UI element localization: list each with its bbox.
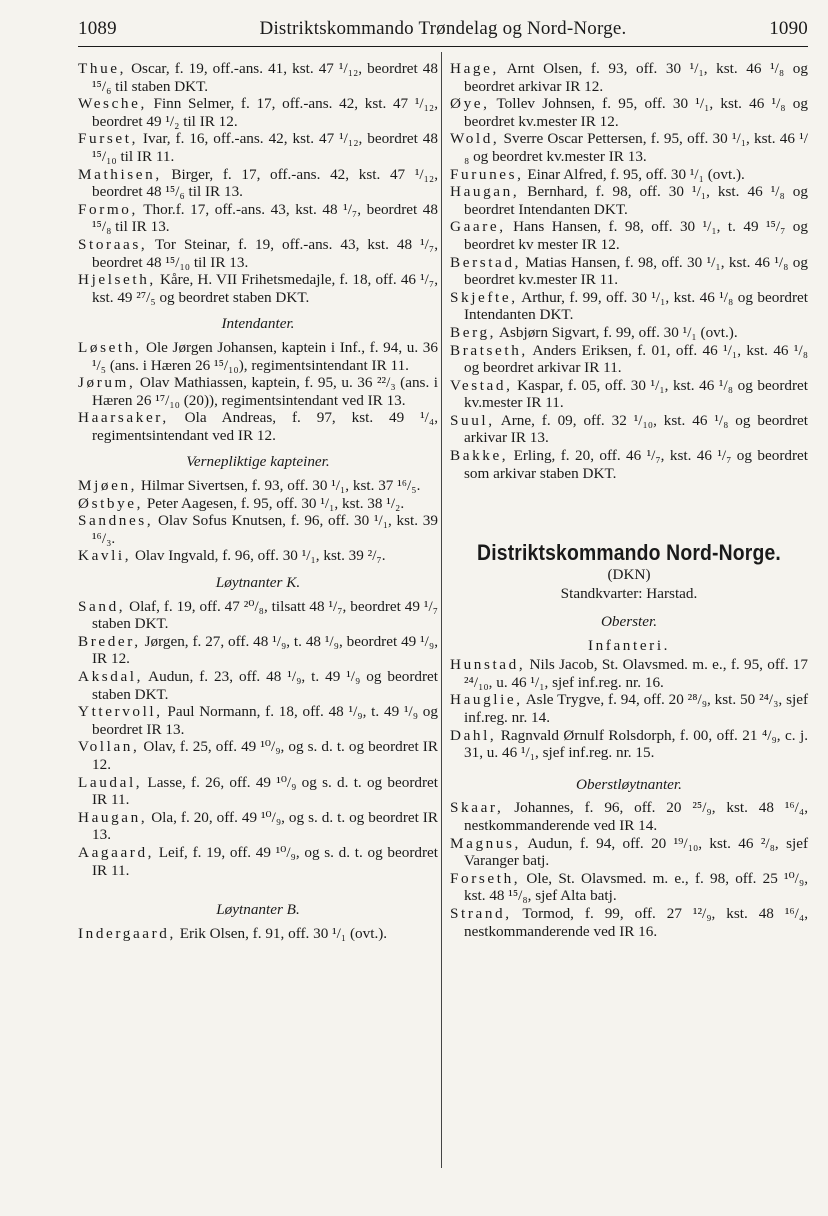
entry-details: Erling, f. 20, off. 46 ¹/₇, kst. 46 ¹/₇ og beordret som arkivar staben DKT. xyxy=(464,447,808,482)
personnel-entry xyxy=(450,166,808,184)
personnel-entry xyxy=(450,835,808,870)
personnel-entry xyxy=(78,703,438,738)
entry-surname: Breder, xyxy=(78,632,141,650)
entry-surname: Jørum, xyxy=(78,374,136,392)
entry-details: Olav, f. 25, off. 49 ¹⁰/₉, og s. d. t. og beordret IR 12. xyxy=(92,738,438,773)
entry-details: Anders Eriksen, f. 01, off. 46 ¹/₁, kst. 46 ¹/₈ og beordret arkivar IR 11. xyxy=(464,341,808,377)
entry-surname: Skjefte, xyxy=(450,288,518,306)
entry-surname: Vestad, xyxy=(450,376,513,394)
entry-list xyxy=(450,799,808,940)
entry-surname: Haugan, xyxy=(78,808,148,826)
section-heading-loytnanter-b: Løytnanter B. xyxy=(216,901,300,919)
personnel-entry xyxy=(450,656,808,691)
entry-surname: Aksdal, xyxy=(78,668,144,685)
entry-details: Kåre, H. VII Frihetsmedajle, f. 18, off. 46 ¹/₇, kst. 49 ²⁷/₅ og beordret staben DKT. xyxy=(92,271,438,306)
personnel-entry xyxy=(450,130,808,165)
entry-surname: Hauglie, xyxy=(450,691,523,709)
entry-details: Peter Aagesen, f. 95, off. 30 ¹/₁, kst. 38 ¹/₂. xyxy=(143,494,405,512)
entry-surname: Skaar, xyxy=(450,799,504,817)
entry-details: Olav Mathiassen, kaptein, f. 95, u. 36 ²²/₃ (ans. i Hæren 26 ¹⁷/₁₀ (20)), regimentsintendant ved IR 13. xyxy=(92,374,438,409)
entry-details: Audun, f. 23, off. 48 ¹/₉, t. 49 ¹/₉ og beordret staben DKT. xyxy=(92,668,438,703)
entry-surname: Dahl, xyxy=(450,726,497,744)
entry-surname: Forseth, xyxy=(450,869,521,887)
entry-surname: Strand, xyxy=(450,904,512,922)
personnel-entry xyxy=(450,905,808,940)
entry-details: Oscar, f. 19, off.-ans. 41, kst. 47 ¹/₁₂, beordret 48 ¹⁵/₆ til staben DKT. xyxy=(92,60,438,95)
entry-details: Audun, f. 94, off. 20 ¹⁹/₁₀, kst. 46 ²/₈, sjef Varanger batj. xyxy=(464,834,808,870)
entry-surname: Magnus, xyxy=(450,834,521,852)
entry-details: Arnt Olsen, f. 93, off. 30 ¹/₁, kst. 46 ¹/₈ og beordret arkivar IR 12. xyxy=(464,60,808,95)
section-heading-oberstloytnanter: Oberstløytnanter. xyxy=(576,775,682,793)
entry-surname: Haarsaker, xyxy=(78,409,169,427)
subheading-infanteri: Infanteri. xyxy=(587,636,671,654)
entry-surname: Thue, xyxy=(78,60,127,77)
personnel-entry xyxy=(450,377,808,412)
right-column xyxy=(450,60,808,940)
entry-details: Kaspar, f. 05, off. 30 ¹/₁, kst. 46 ¹/₈ og beordret kv.mester IR 11. xyxy=(464,376,808,412)
personnel-entry xyxy=(78,60,438,95)
personnel-entry xyxy=(78,166,438,201)
entry-surname: Wesche, xyxy=(78,95,147,113)
entry-details: Nils Jacob, St. Olavsmed. m. e., f. 95, off. 17 ²⁴/₁₀, u. 46 ¹/₁, sjef inf.reg. nr. 16. xyxy=(464,656,808,691)
personnel-entry xyxy=(450,870,808,905)
entry-surname: Kavli, xyxy=(78,547,132,565)
personnel-entry xyxy=(450,95,808,130)
personnel-entry xyxy=(450,447,808,482)
entry-details: Thor.f. 17, off.-ans. 43, kst. 48 ¹/₇, beordret 48 ¹⁵/₈ til IR 13. xyxy=(92,200,438,236)
entry-surname: Haugan, xyxy=(450,183,520,201)
personnel-entry xyxy=(78,339,438,374)
section-abbreviation: (DKN) xyxy=(607,565,651,583)
personnel-entry xyxy=(78,668,438,703)
entry-details: Ole Jørgen Johansen, kaptein i Inf., f. 94, u. 36 ¹/₅ (ans. i Hæren 26 ¹⁵/₁₀), regimentsintendant IR 11. xyxy=(92,338,438,374)
entry-list xyxy=(450,60,808,482)
entry-details: Ivar, f. 16, off.-ans. 42, kst. 47 ¹/₁₂, beordret 48 ¹⁵/₁₀ til IR 11. xyxy=(92,130,438,165)
personnel-entry xyxy=(450,218,808,253)
personnel-entry xyxy=(78,774,438,809)
personnel-entry xyxy=(450,412,808,447)
section-heading-vernepliktige: Vernepliktige kapteiner. xyxy=(186,453,330,471)
entry-details: Lasse, f. 26, off. 49 ¹⁰/₉ og s. d. t. og beordret IR 11. xyxy=(92,773,438,809)
personnel-entry xyxy=(78,512,438,547)
entry-details: Ragnvald Ørnulf Rolsdorph, f. 00, off. 21 ⁴/₉, c. j. 31, u. 46 ¹/₁, sjef inf.reg. nr. 15. xyxy=(464,726,808,762)
standkvarter-line: Standkvarter: Harstad. xyxy=(560,585,698,603)
personnel-entry xyxy=(78,844,438,879)
entry-details: Finn Selmer, f. 17, off.-ans. 42, kst. 47 ¹/₁₂, beordret 49 ¹/₂ til IR 12. xyxy=(92,95,438,130)
entry-surname: Berg, xyxy=(450,323,497,341)
entry-surname: Vollan, xyxy=(78,738,140,756)
personnel-entry xyxy=(78,409,438,444)
entry-details: Ola Andreas, f. 97, kst. 49 ¹/₄, regimentsintendant ved IR 12. xyxy=(92,409,438,444)
personnel-entry xyxy=(78,925,438,943)
entry-surname: Aagaard, xyxy=(78,843,155,861)
entry-surname: Yttervoll, xyxy=(78,703,163,721)
personnel-entry xyxy=(450,691,808,726)
personnel-entry xyxy=(450,342,808,377)
personnel-entry xyxy=(78,374,438,409)
personnel-entry xyxy=(78,547,438,565)
entry-surname: Laudal, xyxy=(78,773,143,791)
entry-surname: Furunes, xyxy=(450,165,524,183)
section-heading-intendanter: Intendanter. xyxy=(221,315,295,333)
entry-surname: Hage, xyxy=(450,60,499,77)
entry-details: Bernhard, f. 98, off. 30 ¹/₁, kst. 46 ¹/₈ og beordret Intendanten DKT. xyxy=(464,183,808,218)
entry-surname: Indergaard, xyxy=(78,924,176,942)
entry-surname: Øye, xyxy=(450,95,490,113)
entry-list xyxy=(450,656,808,762)
left-column xyxy=(78,60,438,942)
personnel-entry xyxy=(450,183,808,218)
entry-surname: Mathisen, xyxy=(78,165,162,183)
column-divider xyxy=(441,52,442,1168)
entry-surname: Storaas, xyxy=(78,235,148,253)
entry-details: Einar Alfred, f. 95, off. 30 ¹/₁ (ovt.). xyxy=(523,165,745,183)
personnel-entry xyxy=(450,289,808,324)
entry-list xyxy=(78,60,438,306)
personnel-entry xyxy=(78,738,438,773)
page-header xyxy=(78,18,808,48)
entry-details: Tor Steinar, f. 19, off.-ans. 43, kst. 48 ¹/₇, beordret 48 ¹⁵/₁₀ til IR 13. xyxy=(92,235,438,271)
personnel-entry xyxy=(78,809,438,844)
entry-details: Asbjørn Sigvart, f. 99, off. 30 ¹/₁ (ovt.). xyxy=(496,323,738,341)
personnel-entry xyxy=(450,324,808,342)
personnel-entry xyxy=(78,598,438,633)
entry-surname: Furset, xyxy=(78,130,138,148)
entry-details: Hilmar Sivertsen, f. 93, off. 30 ¹/₁, kst. 37 ¹⁶/₅. xyxy=(137,477,421,495)
entry-surname: Berstad, xyxy=(450,253,521,271)
entry-details: Matias Hansen, f. 98, off. 30 ¹/₁, kst. 46 ¹/₈ og beordret kv.mester IR 11. xyxy=(464,253,808,289)
entry-surname: Mjøen, xyxy=(78,477,138,495)
section-title-nord-norge: Distriktskommando Nord-Norge. xyxy=(477,540,781,566)
entry-details: Johannes, f. 96, off. 20 ²⁵/₉, kst. 48 ¹⁶/₄, nestkommanderende ved IR 14. xyxy=(464,799,808,834)
page-number-left: 1089 xyxy=(78,18,117,39)
entry-details: Tollev Johnsen, f. 95, off. 30 ¹/₁, kst. 46 ¹/₈ og beordret kv.mester IR 12. xyxy=(464,95,808,130)
entry-surname: Gaare, xyxy=(450,218,506,236)
personnel-entry xyxy=(78,130,438,165)
entry-details: Arthur, f. 99, off. 30 ¹/₁, kst. 46 ¹/₈ og beordret Intendanten DKT. xyxy=(464,288,808,324)
entry-list xyxy=(78,925,438,943)
personnel-entry xyxy=(450,799,808,834)
section-heading-loytnanter-k: Løytnanter K. xyxy=(215,574,301,592)
entry-surname: Hunstad, xyxy=(450,656,526,674)
entry-surname: Suul, xyxy=(450,411,495,429)
personnel-entry xyxy=(450,727,808,762)
entry-details: Paul Normann, f. 18, off. 48 ¹/₉, t. 49 ¹/₉ og beordret IR 13. xyxy=(92,703,438,738)
entry-details: Jørgen, f. 27, off. 48 ¹/₉, t. 48 ¹/₉, beordret 49 ¹/₉, IR 12. xyxy=(92,632,438,668)
personnel-entry xyxy=(450,254,808,289)
page-number-right: 1090 xyxy=(769,18,808,39)
running-title: Distriktskommando Trøndelag og Nord-Norge. xyxy=(259,18,627,39)
personnel-entry xyxy=(450,60,808,95)
entry-details: Olaf, f. 19, off. 47 ²⁰/₈, tilsatt 48 ¹/₇, beordret 49 ¹/₇ staben DKT. xyxy=(92,597,438,633)
entry-details: Hans Hansen, f. 98, off. 30 ¹/₁, t. 49 ¹⁵/₇ og beordret kv mester IR 12. xyxy=(464,218,808,253)
entry-details: Erik Olsen, f. 91, off. 30 ¹/₁ (ovt.). xyxy=(175,924,388,942)
entry-details: Olav Ingvald, f. 96, off. 30 ¹/₁, kst. 39 ²/₇. xyxy=(131,547,386,565)
entry-surname: Formo, xyxy=(78,200,138,218)
entry-details: Ole, St. Olavsmed. m. e., f. 98, off. 25 ¹⁰/₉, kst. 48 ¹⁵/₈, sjef Alta batj. xyxy=(464,869,808,905)
personnel-entry xyxy=(78,201,438,236)
entry-surname: Hjelseth, xyxy=(78,271,156,289)
entry-list xyxy=(78,339,438,445)
entry-details: Olav Sofus Knutsen, f. 96, off. 30 ¹/₁, kst. 39 ¹⁶/₃. xyxy=(92,512,438,547)
personnel-entry xyxy=(78,495,438,513)
entry-details: Leif, f. 19, off. 49 ¹⁰/₉, og s. d. t. og beordret IR 11. xyxy=(92,843,438,879)
entry-details: Birger, f. 17, off.-ans. 42, kst. 47 ¹/₁₂, beordret 48 ¹⁵/₆ til IR 13. xyxy=(92,165,438,201)
entry-surname: Sand, xyxy=(78,597,126,615)
personnel-entry xyxy=(78,633,438,668)
entry-surname: Wold, xyxy=(450,130,500,148)
entry-list xyxy=(78,477,438,565)
personnel-entry xyxy=(78,477,438,495)
entry-surname: Bratseth, xyxy=(450,341,528,359)
entry-details: Asle Trygve, f. 94, off. 20 ²⁸/₉, kst. 50 ²⁴/₃, sjef inf.reg. nr. 14. xyxy=(464,691,808,726)
entry-surname: Løseth, xyxy=(78,338,142,356)
personnel-entry xyxy=(78,236,438,271)
entry-details: Sverre Oscar Pettersen, f. 95, off. 30 ¹/₁, kst. 46 ¹/₈ og beordret kv.mester IR 13. xyxy=(464,130,808,165)
entry-surname: Sandnes, xyxy=(78,512,154,530)
personnel-entry xyxy=(78,95,438,130)
entry-details: Tormod, f. 99, off. 27 ¹²/₉, kst. 48 ¹⁶/₄, nestkommanderende ved IR 16. xyxy=(464,904,808,940)
entry-list xyxy=(78,598,438,880)
header-rule xyxy=(78,46,808,47)
entry-details: Ola, f. 20, off. 49 ¹⁰/₉, og s. d. t. og beordret IR 13. xyxy=(92,808,438,844)
personnel-entry xyxy=(78,271,438,306)
section-heading-oberster: Oberster. xyxy=(600,613,658,631)
entry-details: Arne, f. 09, off. 32 ¹/₁₀, kst. 46 ¹/₈ og beordret arkivar IR 13. xyxy=(464,411,808,447)
entry-surname: Bakke, xyxy=(450,447,509,465)
entry-surname: Østbye, xyxy=(78,494,144,512)
